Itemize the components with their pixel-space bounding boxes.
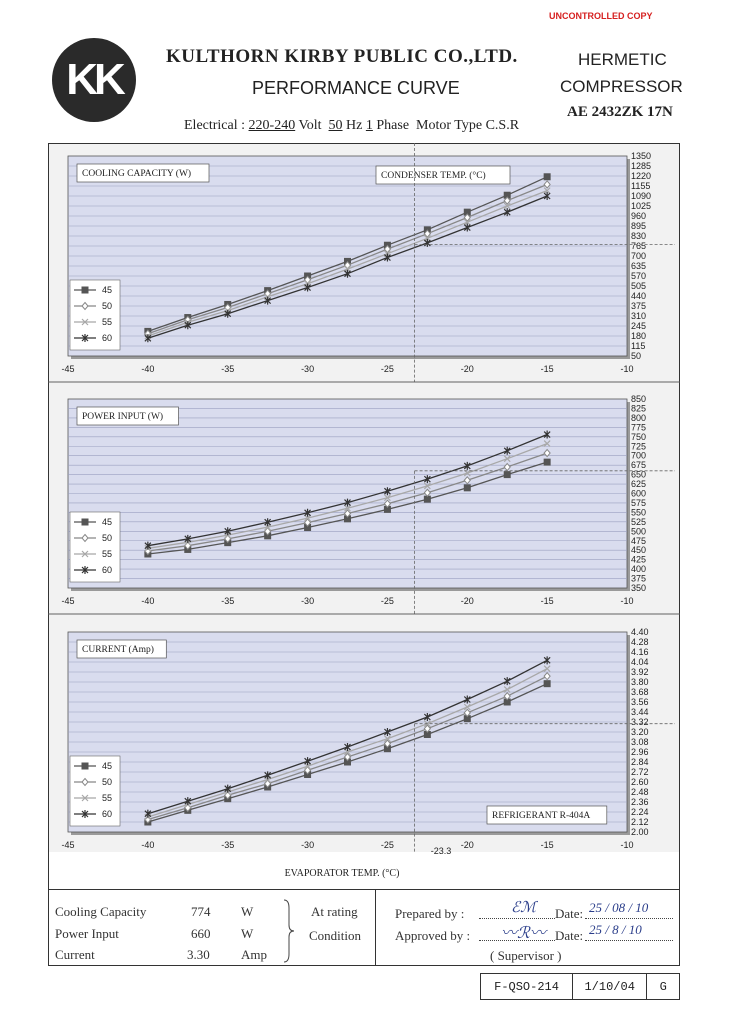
- y-tick-label: 450: [631, 545, 647, 556]
- legend-label-45: 45: [102, 761, 113, 771]
- y-tick-label: 500: [631, 526, 647, 537]
- result-unit-cooling: W: [241, 904, 254, 919]
- y-tick-label: 575: [631, 497, 647, 508]
- result-label-power: Power Input: [55, 926, 119, 941]
- y-tick-label: 1350: [631, 151, 652, 161]
- motor-type-label: Motor Type: [416, 118, 483, 133]
- y-tick-label: 4.04: [631, 657, 649, 667]
- y-tick-label: 960: [631, 211, 647, 221]
- legend-label-50: 50: [102, 777, 113, 787]
- y-tick-label: 825: [631, 403, 647, 414]
- y-tick-label: 895: [631, 221, 647, 231]
- x-tick-label: -45: [61, 364, 75, 374]
- prepared-signature: ℰℳ: [511, 900, 537, 916]
- y-tick-label: 375: [631, 573, 647, 584]
- motor-type-value: C.S.R: [485, 118, 520, 133]
- y-tick-label: 635: [631, 261, 647, 271]
- refrigerant-label: REFRIGERANT R-404A: [492, 811, 591, 821]
- prepared-date-label: Date:: [555, 906, 584, 921]
- prepared-date: 25 / 08 / 10: [589, 900, 649, 915]
- x-tick-label: -15: [540, 364, 554, 374]
- y-tick-label: 180: [631, 331, 647, 341]
- company-name: KULTHORN KIRBY PUBLIC CO.,LTD.: [166, 46, 518, 67]
- y-tick-label: 1220: [631, 171, 652, 181]
- voltage-value: 220-240: [248, 118, 296, 133]
- y-tick-label: 2.60: [631, 777, 649, 787]
- result-label-current: Current: [55, 947, 95, 962]
- form-number-box: [480, 973, 680, 1000]
- y-tick-label: 1090: [631, 191, 652, 201]
- x-tick-label: -10: [620, 364, 634, 374]
- y-tick-label: 2.36: [631, 797, 649, 807]
- x-tick-label: -35: [221, 596, 235, 606]
- legend-label-55: 55: [102, 793, 113, 803]
- condition-line-2: Condition: [309, 928, 362, 943]
- phase-value: 1: [365, 118, 373, 133]
- product-line-1: HERMETIC: [578, 50, 667, 69]
- y-tick-label: 3.20: [631, 727, 649, 737]
- hz-unit: Hz: [346, 118, 363, 133]
- y-tick-label: 800: [631, 412, 647, 423]
- results-brace: [281, 898, 297, 964]
- x-tick-label: -40: [141, 840, 155, 850]
- result-value-power: 660: [191, 926, 211, 941]
- y-tick-label: 775: [631, 422, 647, 433]
- uncontrolled-copy-stamp: UNCONTROLLED COPY: [549, 11, 653, 21]
- x-tick-label: -15: [540, 840, 554, 850]
- y-tick-label: 475: [631, 535, 647, 546]
- y-tick-label: 830: [631, 231, 647, 241]
- x-tick-label: -25: [380, 596, 394, 606]
- data-point-45: [424, 496, 430, 502]
- x-tick-label: -30: [301, 840, 315, 850]
- approved-date-line: [585, 940, 673, 941]
- y-tick-label: 2.00: [631, 827, 649, 837]
- legend-label-60: 60: [102, 565, 113, 575]
- reference-x-label: -23.3: [430, 846, 452, 856]
- data-point-45: [544, 174, 550, 180]
- y-tick-label: 350: [631, 583, 647, 593]
- y-tick-label: 675: [631, 460, 647, 471]
- volt-unit: Volt: [298, 118, 322, 133]
- x-tick-label: -30: [301, 596, 315, 606]
- approved-by-label: Approved by :: [395, 928, 471, 943]
- legend-label-50: 50: [102, 533, 113, 543]
- y-tick-label: 3.08: [631, 737, 649, 747]
- condition-line-1: At rating: [311, 904, 358, 919]
- x-tick-label: -45: [61, 840, 75, 850]
- data-point-45: [464, 485, 470, 491]
- prepared-date-line: [585, 918, 673, 919]
- x-tick-label: -15: [540, 596, 554, 606]
- y-tick-label: 600: [631, 488, 647, 499]
- form-date: 1/10/04: [573, 974, 647, 999]
- document-title: PERFORMANCE CURVE: [252, 78, 460, 98]
- x-tick-label: -25: [380, 840, 394, 850]
- prepared-by-label: Prepared by :: [395, 906, 465, 921]
- approved-date-label: Date:: [555, 928, 584, 943]
- chart-title: COOLING CAPACITY (W): [82, 169, 192, 179]
- phase-unit: Phase: [376, 118, 410, 133]
- y-tick-label: 375: [631, 301, 647, 311]
- company-logo: KK: [52, 38, 136, 122]
- y-tick-label: 700: [631, 450, 647, 461]
- y-tick-label: 2.84: [631, 757, 649, 767]
- x-tick-label: -25: [380, 364, 394, 374]
- y-tick-label: 750: [631, 431, 647, 442]
- y-tick-label: 1155: [631, 181, 651, 191]
- y-tick-label: 245: [631, 321, 647, 331]
- x-tick-label: -35: [221, 840, 235, 850]
- y-tick-label: 505: [631, 281, 647, 291]
- y-tick-label: 310: [631, 311, 647, 321]
- y-tick-label: 400: [631, 564, 647, 575]
- prepared-signature-line: [479, 918, 555, 919]
- form-number: F-QSO-214: [481, 974, 573, 999]
- y-tick-label: 440: [631, 291, 647, 301]
- y-tick-label: 4.28: [631, 637, 649, 647]
- y-tick-label: 2.48: [631, 787, 649, 797]
- legend-title: CONDENSER TEMP. (°C): [381, 171, 486, 181]
- x-tick-label: -35: [221, 364, 235, 374]
- x-axis-label: EVAPORATOR TEMP. (°C): [284, 868, 400, 879]
- legend-label-45: 45: [102, 285, 113, 295]
- y-tick-label: 2.72: [631, 767, 649, 777]
- legend-marker: [82, 519, 88, 525]
- y-tick-label: 3.32: [631, 717, 649, 727]
- result-label-cooling: Cooling Capacity: [55, 904, 147, 919]
- legend-label-50: 50: [102, 301, 113, 311]
- y-tick-label: 2.24: [631, 807, 649, 817]
- legend-label-55: 55: [102, 549, 113, 559]
- frequency-value: 50: [328, 118, 343, 133]
- x-tick-label: -40: [141, 596, 155, 606]
- form-revision: G: [659, 979, 667, 994]
- x-tick-label: -10: [620, 596, 634, 606]
- y-tick-label: 3.92: [631, 667, 649, 677]
- y-tick-label: 550: [631, 507, 647, 518]
- result-unit-current: Amp: [241, 947, 267, 962]
- y-tick-label: 3.44: [631, 707, 649, 717]
- chart-title: POWER INPUT (W): [82, 412, 164, 422]
- y-tick-label: 765: [631, 241, 647, 251]
- legend-label-60: 60: [102, 809, 113, 819]
- result-value-current: 3.30: [187, 947, 210, 962]
- y-tick-label: 425: [631, 554, 647, 565]
- legend-label-55: 55: [102, 317, 113, 327]
- supervisor-label: ( Supervisor ): [490, 948, 562, 963]
- approved-signature: 〰ℛ〰: [501, 925, 546, 942]
- y-tick-label: 4.40: [631, 627, 649, 637]
- y-tick-label: 4.16: [631, 647, 649, 657]
- y-tick-label: 700: [631, 251, 647, 261]
- legend-marker: [82, 763, 88, 769]
- product-line-2: COMPRESSOR: [560, 77, 683, 96]
- y-tick-label: 50: [631, 351, 642, 361]
- data-point-45: [544, 459, 550, 465]
- data-point-45: [504, 472, 510, 478]
- chart-title: CURRENT (Amp): [82, 645, 154, 655]
- y-tick-label: 3.68: [631, 687, 649, 697]
- electrical-label: Electrical :: [184, 118, 246, 133]
- legend-marker: [82, 287, 88, 293]
- y-tick-label: 525: [631, 516, 647, 527]
- x-tick-label: -45: [61, 596, 75, 606]
- y-tick-label: 725: [631, 441, 647, 452]
- x-tick-label: -10: [620, 840, 634, 850]
- y-tick-label: 850: [631, 394, 647, 404]
- y-tick-label: 1025: [631, 201, 652, 211]
- y-tick-label: 650: [631, 469, 647, 480]
- model-number: AE 2432ZK 17N: [567, 104, 673, 120]
- y-tick-label: 2.96: [631, 747, 649, 757]
- y-tick-label: 625: [631, 479, 647, 490]
- x-tick-label: -20: [460, 840, 474, 850]
- result-unit-power: W: [241, 926, 254, 941]
- data-point-45: [544, 681, 550, 687]
- y-tick-label: 3.80: [631, 677, 649, 687]
- legend-label-45: 45: [102, 517, 113, 527]
- legend-label-60: 60: [102, 333, 113, 343]
- x-tick-label: -40: [141, 364, 155, 374]
- y-tick-label: 115: [631, 341, 646, 351]
- footer-box: [48, 890, 680, 966]
- x-tick-label: -20: [460, 596, 474, 606]
- footer-divider: [375, 890, 376, 966]
- approved-date: 25 / 8 / 10: [589, 922, 642, 937]
- y-tick-label: 1285: [631, 161, 652, 171]
- y-tick-label: 3.56: [631, 697, 649, 707]
- x-tick-label: -20: [460, 364, 474, 374]
- result-value-cooling: 774: [191, 904, 211, 919]
- y-tick-label: 570: [631, 271, 647, 281]
- y-tick-label: 2.12: [631, 817, 649, 827]
- x-tick-label: -30: [301, 364, 315, 374]
